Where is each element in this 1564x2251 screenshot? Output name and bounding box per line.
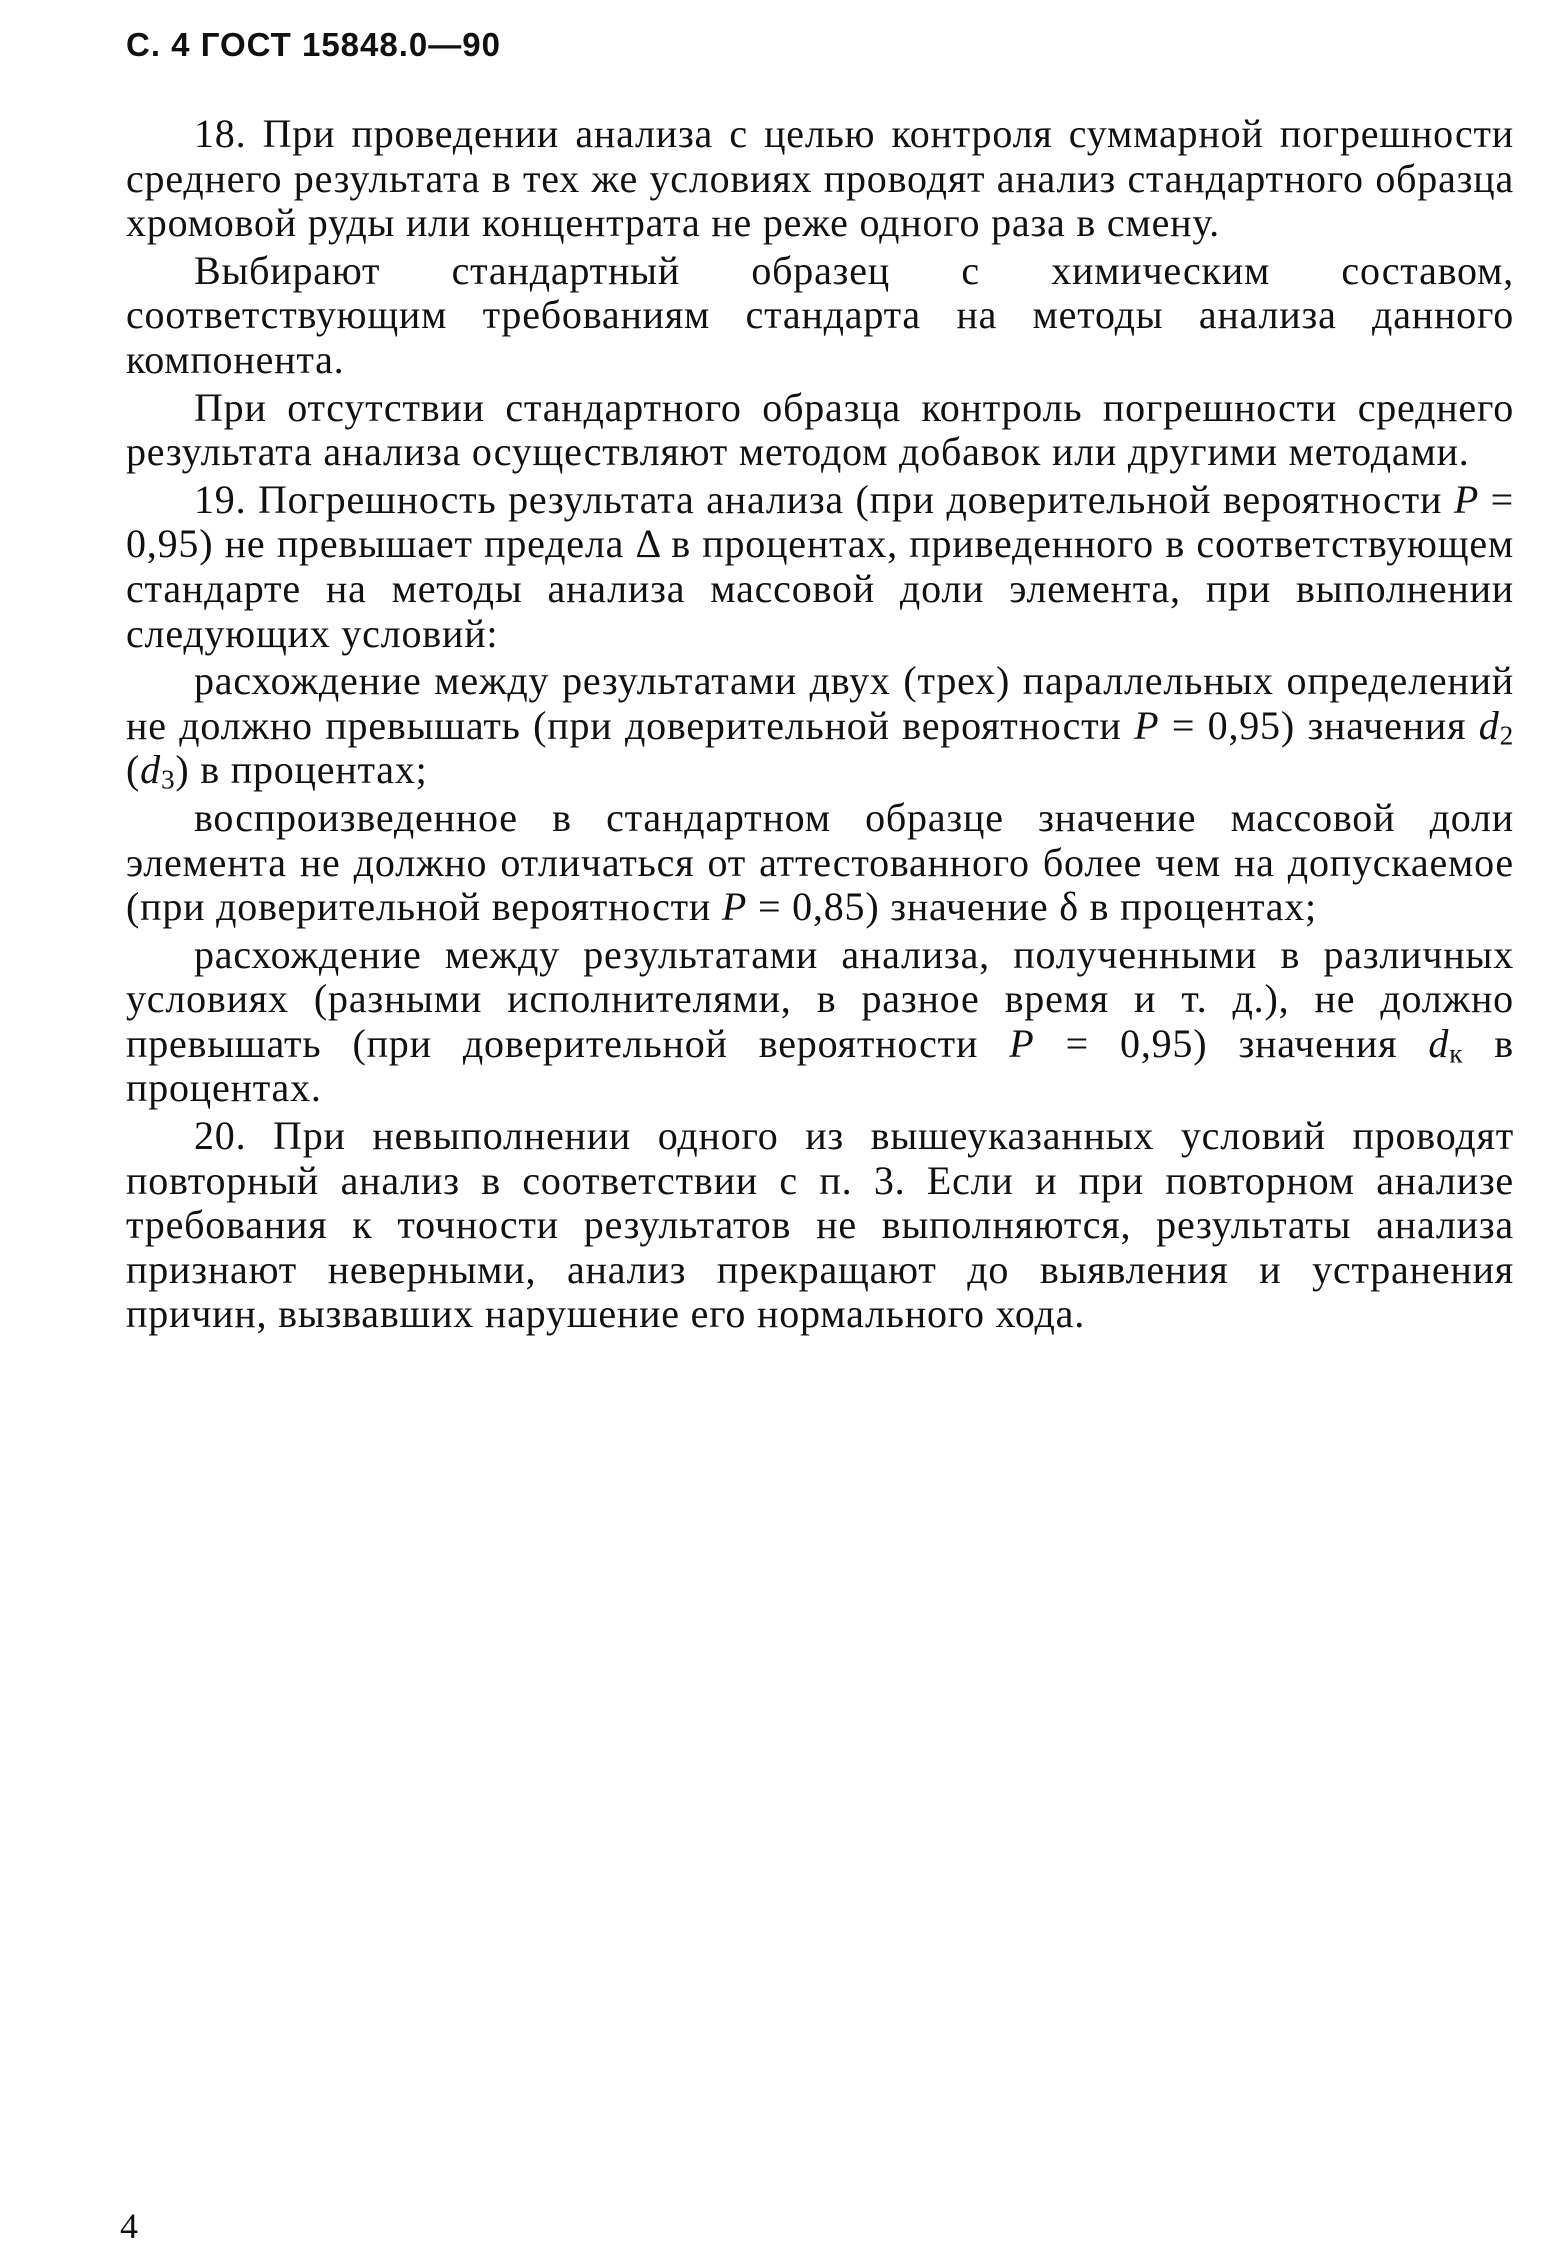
- text-segment: = 0,95) значения: [1034, 1020, 1429, 1066]
- math-variable: d: [1428, 1020, 1450, 1066]
- paragraph-19-condition-3: [126, 931, 1525, 1111]
- paragraph-19-condition-1: [126, 658, 1525, 795]
- paragraph-19-condition-2: [126, 794, 1525, 930]
- math-variable: P: [721, 884, 748, 930]
- paragraph-18: [126, 111, 1525, 246]
- text-segment: воспроизведенное в стандартном образце значение массовой доли элемента не должно отличаться от аттестованного более чем на допускаемое (при доверительной вероятности: [126, 794, 1525, 930]
- text-segment: ) в процентах;: [175, 747, 428, 793]
- math-subscript: 3: [160, 764, 176, 795]
- text-segment: расхождение между результатами анализа, полученными в различных условиях (разными исполнителями, в разное время и т. д.), не должно превышать (при доверительной вероятности: [126, 931, 1525, 1066]
- paragraph-20: [126, 1113, 1525, 1337]
- text-segment: Выбирают стандартный образец с химическим составом, соответствующим требованиям стандарта на методы анализа данного компонента.: [126, 247, 1525, 382]
- paragraph-18-no-sample: [126, 384, 1525, 475]
- math-variable: P: [1453, 476, 1480, 522]
- page-number: 4: [120, 2206, 138, 2246]
- math-subscript: к: [1449, 1038, 1464, 1069]
- math-variable: P: [1134, 702, 1160, 748]
- document-body: [126, 111, 1525, 1340]
- text-segment: 19. Погрешность результата анализа (при доверительной вероятности: [194, 476, 1454, 522]
- text-segment: 18. При проведении анализа с целью контроля суммарной погрешности среднего результата в тех же условиях проводят анализ стандартного образца хромовой руды или концентрата не реже одного раза в смену.: [126, 111, 1525, 246]
- text-segment: (: [126, 702, 1525, 793]
- math-variable: d: [140, 747, 161, 793]
- text-segment: = 0,95) значения: [1159, 702, 1479, 748]
- math-variable: P: [1009, 1020, 1035, 1066]
- text-segment: в процентах.: [126, 1020, 1525, 1111]
- page-header: С. 4 ГОСТ 15848.0—90: [126, 26, 501, 63]
- math-subscript: 2: [1499, 720, 1514, 751]
- text-segment: 20. При невыполнении одного из вышеуказанных условий проводят повторный анализ в соответствии с п. 3. Если и при повторном анализе требования к точности результатов не выполняются, результаты анализа признают неверными, анализ прекращают до выявления и устранения причин, вызвавших нарушение его нормального хода.: [126, 1113, 1525, 1337]
- text-segment: При отсутствии стандартного образца контроль погрешности среднего результата анализа осуществляют методом добавок или другими методами.: [126, 384, 1525, 475]
- text-segment: расхождение между результатами двух (трех) параллельных определений не должно превышать (при доверительной вероятности: [126, 658, 1525, 748]
- text-segment: = 0,85) значение δ в процентах;: [747, 884, 1317, 930]
- math-variable: d: [1478, 702, 1500, 748]
- paragraph-19: [126, 476, 1525, 656]
- text-segment: = 0,95) не превышает предела Δ в процентах, приведенного в соответствующем стандарте на методы анализа массовой доли элемента, при выполнении следующих условий:: [126, 476, 1525, 656]
- paragraph-18-standard-sample: [126, 247, 1525, 383]
